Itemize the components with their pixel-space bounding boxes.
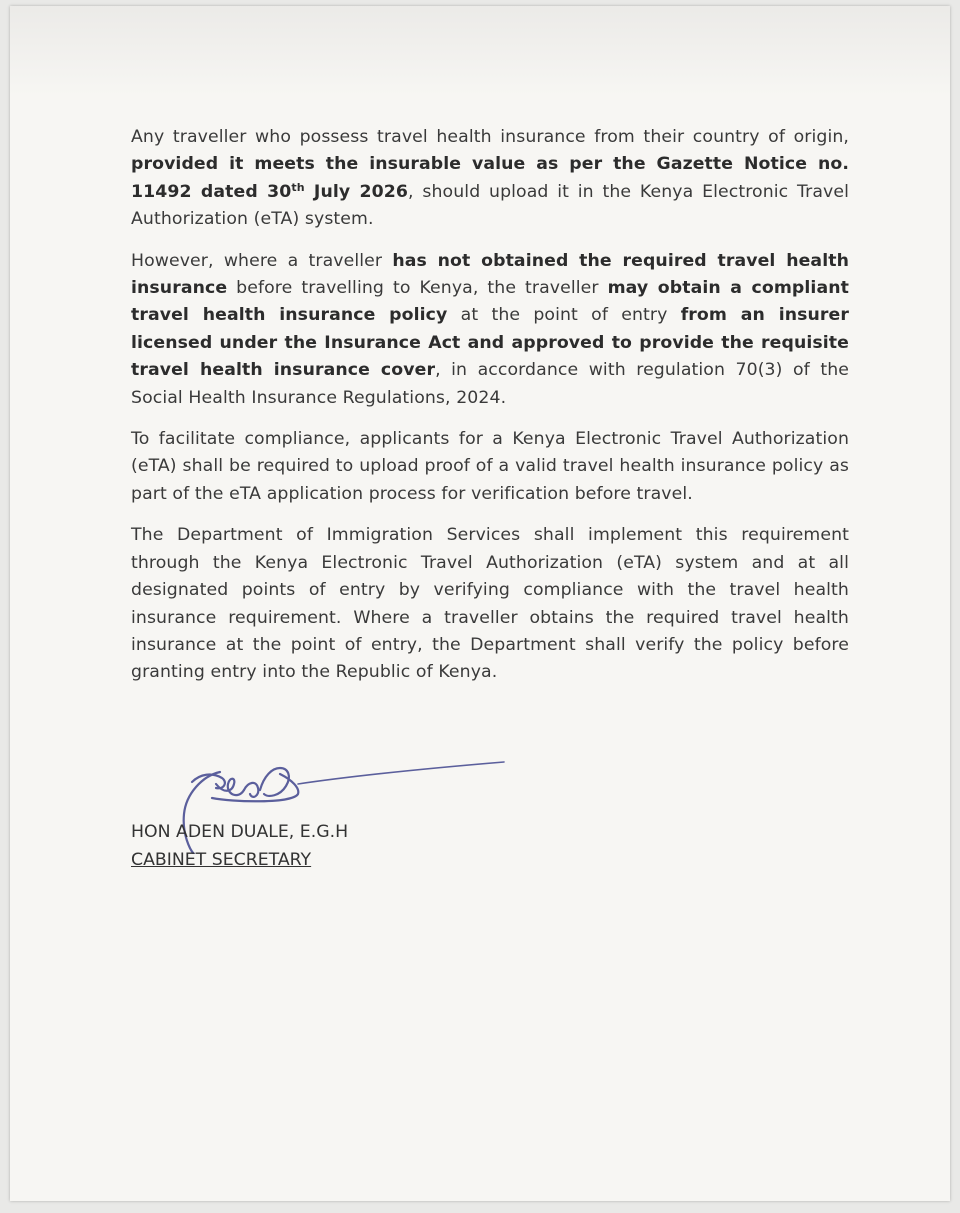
p2-text-1: However, where a traveller (131, 250, 393, 271)
p1-text-1: Any traveller who possess travel health insurance from their country of origin, (131, 127, 849, 147)
p2-text-4: may obtain a compliant travel health insurance policy (131, 278, 849, 326)
p2-text-2: has not obtained the required travel health insurance (131, 250, 849, 299)
signatory-title: CABINET SECRETARY (131, 850, 312, 870)
p2-text-3: before travelling to Kenya, the traveller (227, 278, 608, 299)
p1-superscript: th (291, 180, 305, 194)
document-body (131, 124, 849, 701)
paragraph-compliance: To facilitate compliance, applicants for a Kenya Electronic Travel Authorization (eTA) shall be required to upload proof of a valid travel health insurance policy as part of the eTA application process for verification before travel. (131, 429, 849, 504)
p1-text-3: July 2026 (304, 181, 409, 202)
p2-text-6: from an insurer licensed under the Insurance Act and approved to provide the requisite travel health insurance cover (131, 305, 849, 381)
signatory-block (131, 818, 348, 874)
p2-text-7: , in accordance with regulation 70(3) of the Social Health Insurance Regulations, 2024. (131, 360, 849, 408)
signatory-name: HON ADEN DUALE, E.G.H (131, 822, 349, 842)
p2-text-5: at the point of entry (447, 305, 681, 326)
paragraph-implementation: The Department of Immigration Services shall implement this requirement through the Kenya Electronic Travel Authorization (eTA) system and at all designated points of entry by verifying compliance with the travel health insurance requirement. Where a traveller obtains the required travel health insurance at the point of entry, the Department shall verify the policy before granting entry into the Republic of Kenya. (131, 525, 849, 683)
p1-text-2: provided it meets the insurable value as per the Gazette Notice no. 11492 dated 30 (131, 154, 849, 202)
paragraph-point-of-entry (131, 248, 849, 412)
p1-text-4: , should upload it in the Kenya Electronic Travel Authorization (eTA) system. (131, 181, 849, 230)
paragraph-insurance-upload (131, 124, 849, 234)
document-page (10, 6, 950, 1201)
